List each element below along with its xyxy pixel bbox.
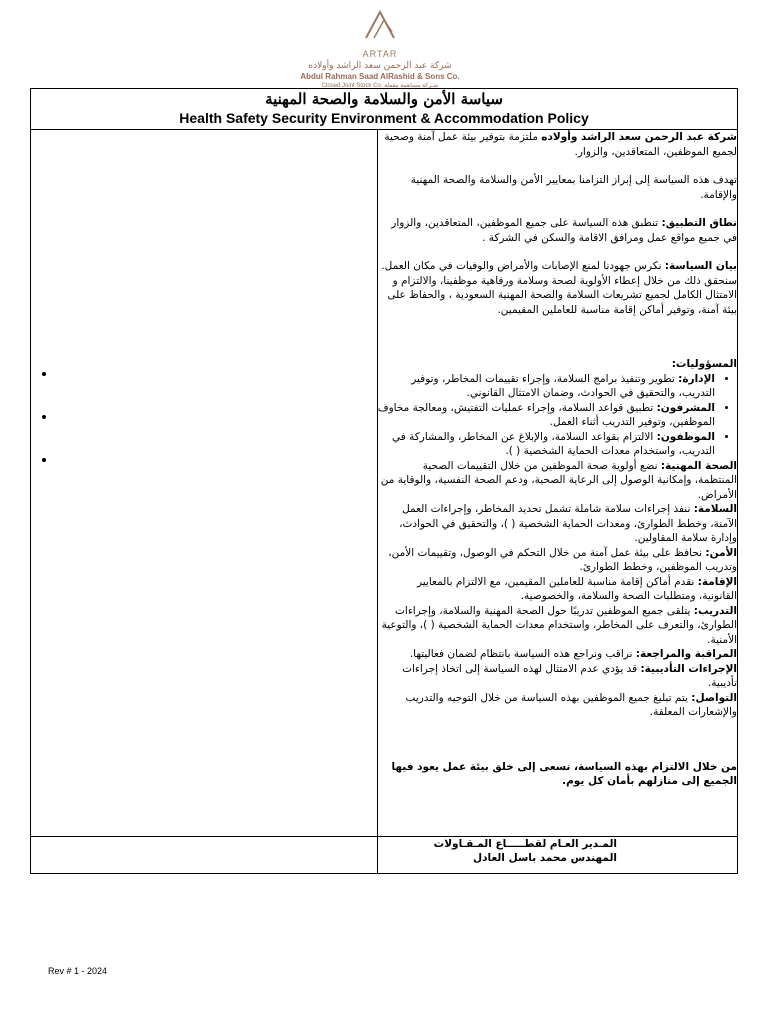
section-monitoring: المراقبة والمراجعة: نراقب ونراجع هذه السياسة بانتظام لضمان فعاليتها. [409,648,737,660]
company-name-bold: شركة عبد الرحمن سعد الراشد وأولاده [541,131,737,143]
signature-cell [377,837,737,874]
title-cell [31,89,738,130]
intro-paragraph [378,130,737,159]
responsibility-item: • الإدارة: تطوير وتنفيذ برامج السلامة، وإجراء تقييمات المخاطر، وتوفير التدريب، والتحقيق في الحوادث، وضمان الامتثال القانوني. [378,372,715,401]
title-english: Health Safety Security Environment & Accommodation Policy [179,110,589,126]
logo-brand: ARTAR [362,49,398,59]
signature-title: المـدير العـام لقطـــــاع المـقـاولات [433,838,617,850]
responsibility-item: • الموظفون: الالتزام بقواعد السلامة، والإبلاغ عن المخاطر، والمشاركة في التدريب، واستخدام معدات الحماية الشخصية ( ). [378,430,715,459]
section-accommodation: الإقامة: نقدم أماكن إقامة مناسبة للعاملين المقيمين، مع الالتزام بالمعايير القانونية، ومتطلبات الصحة والسلامة، والخصوصية. [416,575,737,602]
scope-paragraph [378,216,737,245]
signature-name: المهندس محمد باسل العادل [473,852,617,864]
revision-footer: Rev # 1 - 2024 [48,966,108,976]
section-security: الأمن: نحافظ على بيئة عمل آمنة من خلال التحكم في الوصول، وتقييمات الأمن، وتدريب الموظفين، وخطط الطوارئ. [388,546,737,573]
company-logo [280,10,480,89]
section-safety: السلامة: ننفذ إجراءات سلامة شاملة تشمل تحديد المخاطر، وإجراءات العمل الآمنة، وخطط الطوارئ، ومعدات الحماية الشخصية ( )، والتحقيق في الحوادث، وإدارة سلامة المقاولين. [399,503,737,544]
statement-label: بيان السياسة: [664,260,737,272]
arabic-column [377,130,737,837]
logo-name-en: Abdul Rahman Saad AlRashid & Sons Co. [300,72,460,81]
responsibilities-title: المسؤوليات: [671,358,737,370]
intro-text: ملتزمة بتوفير بيئة عمل آمنة وصحية لجميع الموظفين، المتعاقدين، والزوار. [384,131,737,158]
policy-table [30,88,738,874]
logo-company-type: Closed Joint Stock Co. شـركة مساهمة مقفلة [321,83,439,89]
statement-paragraph [378,259,737,317]
responsibilities-list [378,372,737,459]
section-training: التدريب: يتلقى جميع الموظفين تدريبًا حول الصحة المهنية والسلامة، وإجراءات الطوارئ، والتعرف على المخاطر، واستخدام معدات الحماية الشخصية ( )، والتوعية الأمنية. [381,604,737,646]
purpose-paragraph: تهدف هذه السياسة إلى إبراز التزامنا بمعايير الأمن والسلامة والصحة المهنية والإقامة. [410,174,737,201]
scope-text: تنطبق هذه السياسة على جميع الموظفين، المتعاقدين، والزوار في جميع مواقع عمل ومرافق الاقامة والسكن في الشركة . [391,217,737,244]
section-disciplinary: الإجراءات التأديبية: قد يؤدي عدم الامتثال لهذه السياسة إلى اتخاذ إجراءات تأديبية. [402,662,737,689]
responsibility-item: • المشرفون: تطبيق قواعد السلامة، وإجراء عمليات التفتيش، ومعالجة مخاوف الموظفين، وتوفير التدريب أثناء العمل. [378,401,715,430]
artar-logo-icon [362,10,398,40]
english-column [31,130,378,837]
logo-name-ar: شركة عبد الرحمن سعد الراشد وأولاده [308,61,452,71]
section-communication: التواصل: يتم تبليغ جميع الموظفين بهذه السياسة من خلال التوجيه والتدريب والإشعارات المعلقة. [405,691,737,718]
scope-label: نطاق التطبيق: [661,217,737,229]
statement-text: نكرس جهودنا لمنع الإصابات والأمراض والوفيات في مكان العمل. سنحقق ذلك من خلال إعطاء الأولوية لصحة وسلامة ورفاهية موظفينا، والالتزام و الامتثال الكامل لجميع تشريعات السلامة والصحة المهنية السعودية ، والحفاظ على بيئة آمنة، وتوفير أماكن إقامة مناسبة للعاملين المقيمين. [381,260,737,316]
title-arabic: سياسة الأمن والسلامة والصحة المهنية [265,90,503,108]
signature-left-cell [31,837,378,874]
section-occupational-health: الصحة المهنية: نضع أولوية صحة الموظفين من خلال التقييمات الصحية المنتظمة، وإمكانية الوصول إلى الرعاية الصحية، ودعم الصحة النفسية، والوقاية من الأمراض. [380,459,737,501]
closing-statement: من خلال الالتزام بهذه السياسة، نسعى إلى خلق بيئة عمل يعود فيها الجميع إلى منازلهم بأمان كل يوم. [391,760,737,787]
